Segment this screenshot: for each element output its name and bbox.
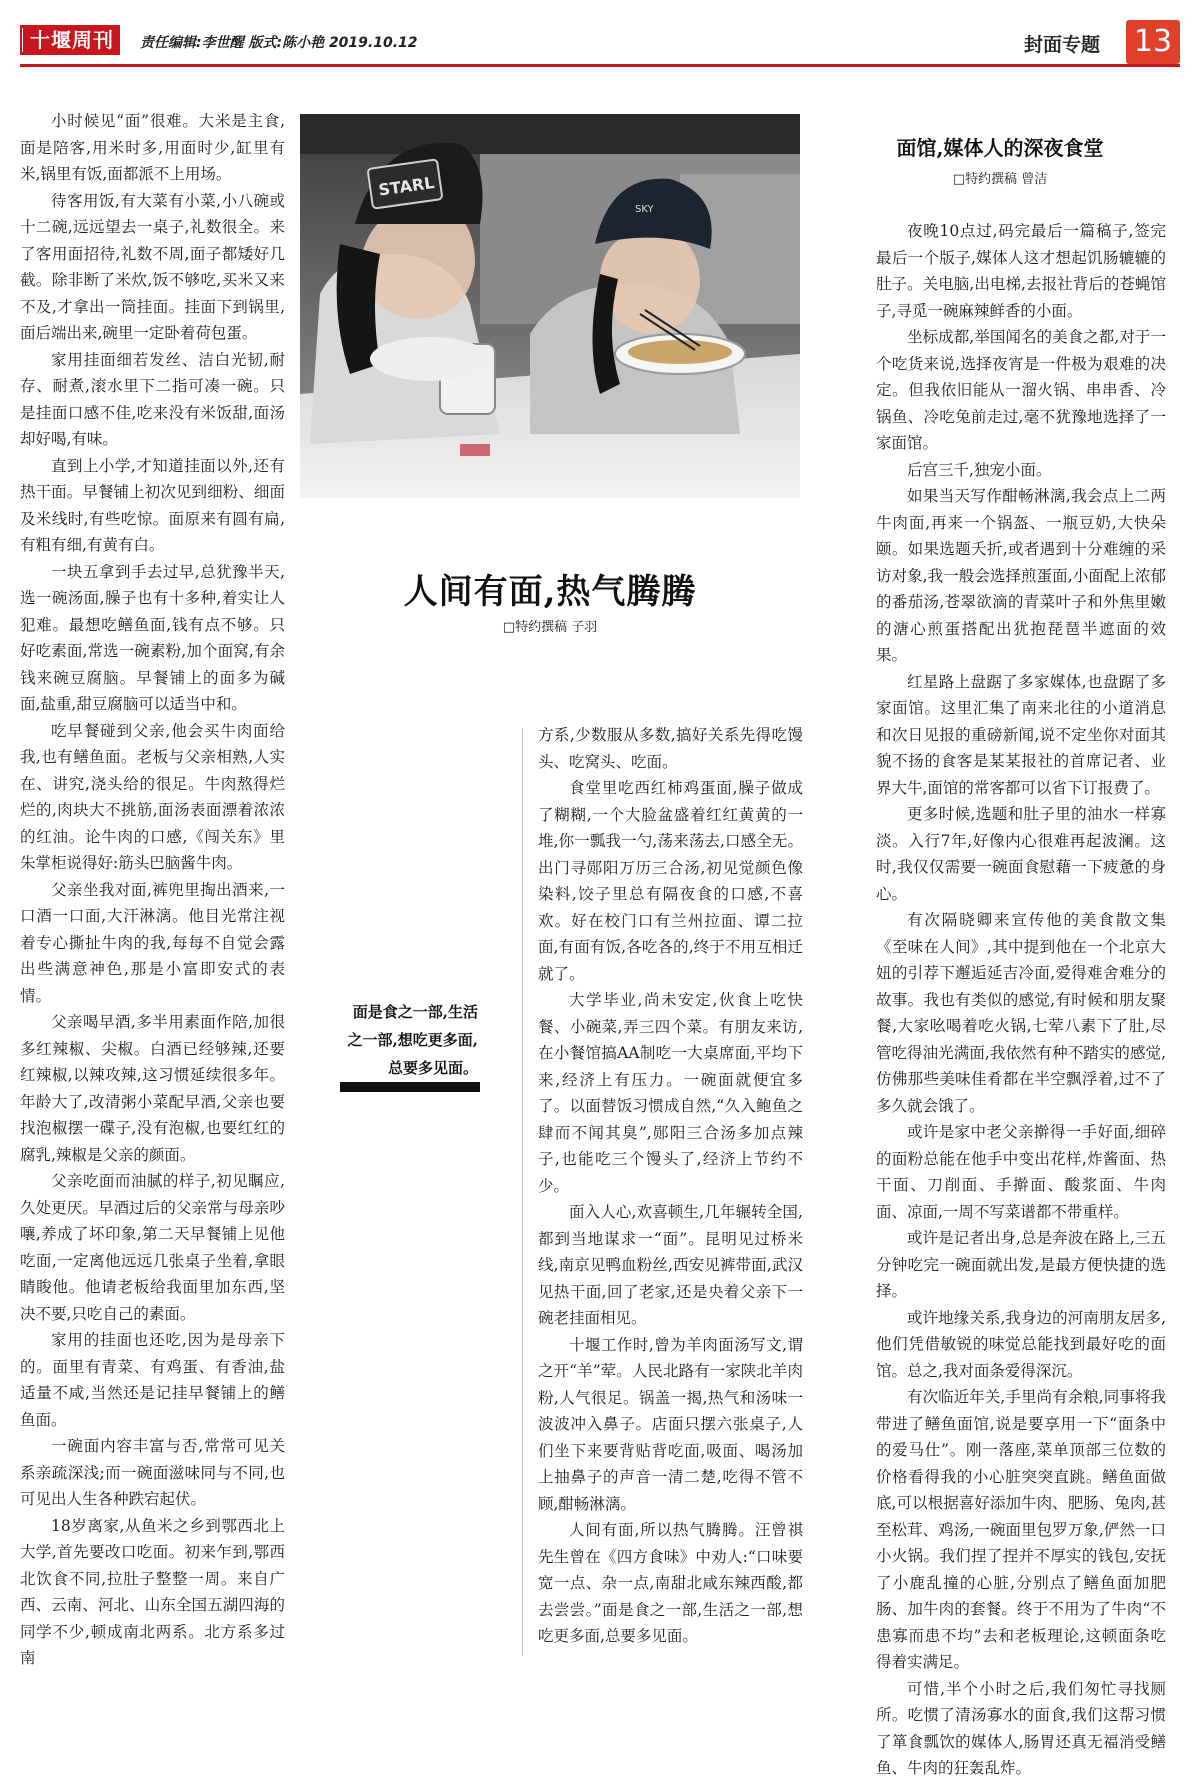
paragraph: 18岁离家,从鱼米之乡到鄂西北上大学,首先要改口吃面。初来乍到,鄂西北饮食不同,拉肚子整整一周。来自广西、云南、河北、山东全国五湖四海的同学不少,顿成南北两系。北方系多过南 (20, 1516, 285, 1667)
paragraph: 小时候见“面”很难。大米是主食,面是陪客,用米时多,用面时少,缸里有米,锅里有饭,面都派不上用场。 (20, 112, 285, 183)
paragraph: 食堂里吃西红柿鸡蛋面,臊子做成了糊糊,一个大脸盆盛着红红黄黄的一堆,你一瓢我一勺,荡来荡去,口感全无。出门寻郧阳万历三合汤,初见觉颜色像染料,饺子里总有隔夜食的口感,不喜欢。好在校门口有兰州拉面、谭二拉面,有面有饭,各吃各的,终于不用互相迁就了。 (538, 779, 803, 983)
editor-credit: 责任编辑:李世醒 版式:陈小艳 2019.10.12 (140, 35, 418, 51)
paragraph: 父亲喝早酒,多半用素面作陪,加很多红辣椒、尖椒。白酒已经够辣,还要红辣椒,以辣攻辣,这习惯延续很多年。年龄大了,改清粥小菜配早酒,父亲也要找泡椒摆一碟子,没有泡椒,也要红红的腐乳,辣椒是父亲的颜面。 (20, 1013, 285, 1164)
side-article-title: 面馆,媒体人的深夜食堂 (896, 136, 1104, 160)
paragraph: 直到上小学,才知道挂面以外,还有热干面。早餐铺上初次见到细粉、细面及米线时,有些吃惊。面原来有圆有扁,有粗有细,有黄有白。 (20, 456, 285, 554)
side-article-column (876, 218, 1166, 1777)
article-photo (300, 114, 800, 498)
paragraph: 如果当天写作酣畅淋漓,我会点上二两牛肉面,再来一个锅盔、一瓶豆奶,大快朵颐。如果选题夭折,或者遇到十分难缠的采访对象,我一般会选择煎蛋面,小面配上浓郁的番茄汤,苍翠欲滴的青菜叶子和外焦里嫩的溏心煎蛋搭配出犹抱琵琶半遮面的效果。 (876, 487, 1166, 664)
paragraph: 后宫三千,独宠小面。 (907, 460, 1052, 479)
logo-text: 十堰周刊 (30, 28, 114, 52)
page-number: 13 (1126, 20, 1180, 64)
paragraph: 或许是记者出身,总是奔波在路上,三五分钟吃完一碗面就出发,是最方便快捷的选择。 (876, 1229, 1166, 1300)
newspaper-logo (20, 25, 120, 55)
main-article-column-1 (20, 108, 285, 1708)
paragraph: 一块五拿到手去过早,总犹豫半天,选一碗汤面,臊子也有十多种,着实让人犯难。最想吃鳝鱼面,钱有点不够。只好吃素面,常选一碗素粉,加个面窝,有余钱来碗豆腐脑。早餐铺上的面多为碱面,盐重,甜豆腐脑可以适当中和。 (20, 562, 285, 713)
paragraph: 待客用饭,有大菜有小菜,小八碗或十二碗,远远望去一桌子,礼数很全。来了客用面招待,礼数不周,面子都矮好几截。除非断了米炊,饭不够吃,买米又来不及,才拿出一筒挂面。挂面下到锅里,面后端出来,碗里一定卧着荷包蛋。 (20, 191, 285, 342)
paragraph: 红星路上盘踞了多家媒体,也盘踞了多家面馆。这里汇集了南来北往的小道消息和次日见报的重磅新闻,说不定坐你对面其貌不扬的食客是某某报社的首席记者、业界大牛,面馆的常客都可以省下订报费了。 (876, 672, 1166, 797)
paragraph: 十堰工作时,曾为羊肉面汤写文,谓之开“羊”荤。人民北路有一家陕北羊肉粉,人气很足。锅盖一揭,热气和汤味一波波冲入鼻子。店面只摆六张桌子,人们坐下来要背贴背吃面,吸面、喝汤加上抽鼻子的声音一清二楚,吃得不管不顾,酣畅淋漓。 (538, 1335, 803, 1513)
pull-quote-bar (340, 1082, 480, 1092)
column-divider (522, 728, 523, 1656)
paragraph: 面入人心,欢喜顿生,几年辗转全国,都到当地谋求一“面”。昆明见过桥米线,南京见鸭血粉丝,西安见裤带面,武汉见热干面,回了老家,还是央着父亲下一碗老挂面相见。 (538, 1203, 803, 1327)
paragraph: 一碗面内容丰富与否,常常可见关系亲疏深浅;而一碗面滋味同与不同,也可见出人生各种跌宕起伏。 (20, 1437, 285, 1508)
paragraph: 父亲吃面而油腻的样子,初见瞩应,久处更厌。早酒过后的父亲常与母亲吵嚷,养成了坏印象,第二天早餐铺上见他吃面,一定离他远远几张桌子坐着,拿眼睛睃他。他请老板给我面里加东西,坚决不要,只吃自己的素面。 (20, 1172, 285, 1323)
photo-girls-eating-noodles (300, 114, 800, 498)
paragraph: 父亲坐我对面,裤兜里掏出酒来,一口酒一口面,大汗淋漓。他目光常注视着专心撕扯牛肉的我,每每不自觉会露出些满意神色,那是小富即安式的表情。 (20, 880, 285, 1005)
cap-left-text: STARL (377, 173, 436, 200)
header-rule (20, 64, 1180, 67)
pull-quote: 面是食之一部,生活之一部,想吃更多面,总要多见面。 (347, 1003, 478, 1077)
paragraph: 夜晚10点过,码完最后一篇稿子,签完最后一个版子,媒体人这才想起饥肠辘辘的肚子。关电脑,出电梯,去报社背后的苍蝇馆子,寻觅一碗麻辣鲜香的小面。 (876, 222, 1166, 320)
paragraph: 坐标成都,举国闻名的美食之都,对于一个吃货来说,选择夜宵是一件极为艰难的决定。但我依旧能从一溜火锅、串串香、冷锅鱼、冷吃兔前走过,毫不犹豫地选择了一家面馆。 (876, 328, 1166, 452)
paragraph: 或许地缘关系,我身边的河南朋友居多,他们凭借敏锐的味觉总能找到最好吃的面馆。总之,我对面条爱得深沉。 (876, 1308, 1166, 1380)
paragraph: 方系,少数服从多数,搞好关系先得吃馒头、吃窝头、吃面。 (538, 726, 803, 771)
main-article-column-2 (538, 722, 803, 1667)
paragraph: 吃早餐碰到父亲,他会买牛肉面给我,也有鳝鱼面。老板与父亲相熟,人实在、讲究,浇头给的很足。牛肉熬得烂烂的,肉块大不挑筋,面汤表面漂着浓浓的红油。论牛肉的口感,《闯关东》里朱掌柜说得好:筋头巴脑酱牛肉。 (20, 721, 285, 872)
paragraph: 可惜,半个小时之后,我们匆忙寻找厕所。吃惯了清汤寡水的面食,我们这帮习惯了箪食瓢饮的媒体人,肠胃还真无福消受鳝鱼、牛肉的狂轰乱炸。 (876, 1679, 1166, 1777)
cap-right-text: SKY (635, 204, 654, 215)
side-article-byline: □特约撰稿 曾洁 (952, 172, 1048, 187)
paragraph: 家用挂面细若发丝、洁白光韧,耐存、耐煮,滚水里下二指可凑一碗。只是挂面口感不佳,吃来没有米饭甜,面汤却好喝,有味。 (20, 350, 285, 448)
main-article-title: 人间有面,热气腾腾 (403, 572, 697, 612)
paragraph: 有次隔晓卿来宣传他的美食散文集《至味在人间》,其中提到他在一个北京大妞的引荐下邂逅延吉冷面,爱得难舍难分的故事。我也有类似的感觉,有时候和朋友聚餐,大家吆喝着吃火锅,七荤八素下了肚,尽管吃得油光满面,我依然有种不踏实的感觉,仿佛那些美味佳肴都在半空飘浮着,过不了多久就会饿了。 (876, 911, 1166, 1115)
main-article-byline: □特约撰稿 子羽 (502, 620, 598, 635)
paragraph: 更多时候,选题和肚子里的油水一样寡淡。入行7年,好像内心很难再起波澜。这时,我仅仅需要一碗面食慰藉一下疲惫的身心。 (876, 805, 1166, 903)
paragraph: 或许是家中老父亲擀得一手好面,细碎的面粉总能在他手中变出花样,炸酱面、热干面、刀削面、手擀面、酸浆面、牛肉面、凉面,一周不写菜谱都不带重样。 (876, 1123, 1166, 1221)
paragraph: 大学毕业,尚未安定,伙食上吃快餐、小碗菜,弄三四个菜。有朋友来访,在小餐馆搞AA制吃一大桌席面,平均下来,经济上有压力。一碗面就便宜多了。以面替饭习惯成自然,“久入鲍鱼之肆而不闻其臭”,郧阳三合汤多加点辣子,也能吃三个馒头了,经济上节约不少。 (538, 991, 803, 1195)
paragraph: 人间有面,所以热气腾腾。汪曾祺先生曾在《四方食味》中劝人:“口味要宽一点、杂一点,南甜北咸东辣西酸,都去尝尝。”面是食之一部,生活之一部,想吃更多面,总要多见面。 (538, 1521, 803, 1645)
paragraph: 家用的挂面也还吃,因为是母亲下的。面里有青菜、有鸡蛋、有香油,盐适量不咸,当然还是记挂早餐铺上的鳝鱼面。 (20, 1331, 285, 1429)
paragraph: 有次临近年关,手里尚有余粮,同事将我带进了鳝鱼面馆,说是要享用一下“面条中的爱马仕”。刚一落座,菜单顶部三位数的价格看得我的小心脏突突直跳。鳝鱼面做底,可以根据喜好添加牛肉、肥肠、兔肉,甚至松茸、鸡汤,一碗面里包罗万象,俨然一口小火锅。我们捏了捏并不厚实的钱包,安抚了小鹿乱撞的心脏,分别点了鳝鱼面加肥肠、加牛肉的套餐。终于不用为了牛肉“不患寡而患不均”去和老板理论,这顿面条吃得着实满足。 (876, 1388, 1166, 1671)
section-name: 封面专题 (1023, 34, 1100, 56)
page-header (20, 20, 1180, 66)
